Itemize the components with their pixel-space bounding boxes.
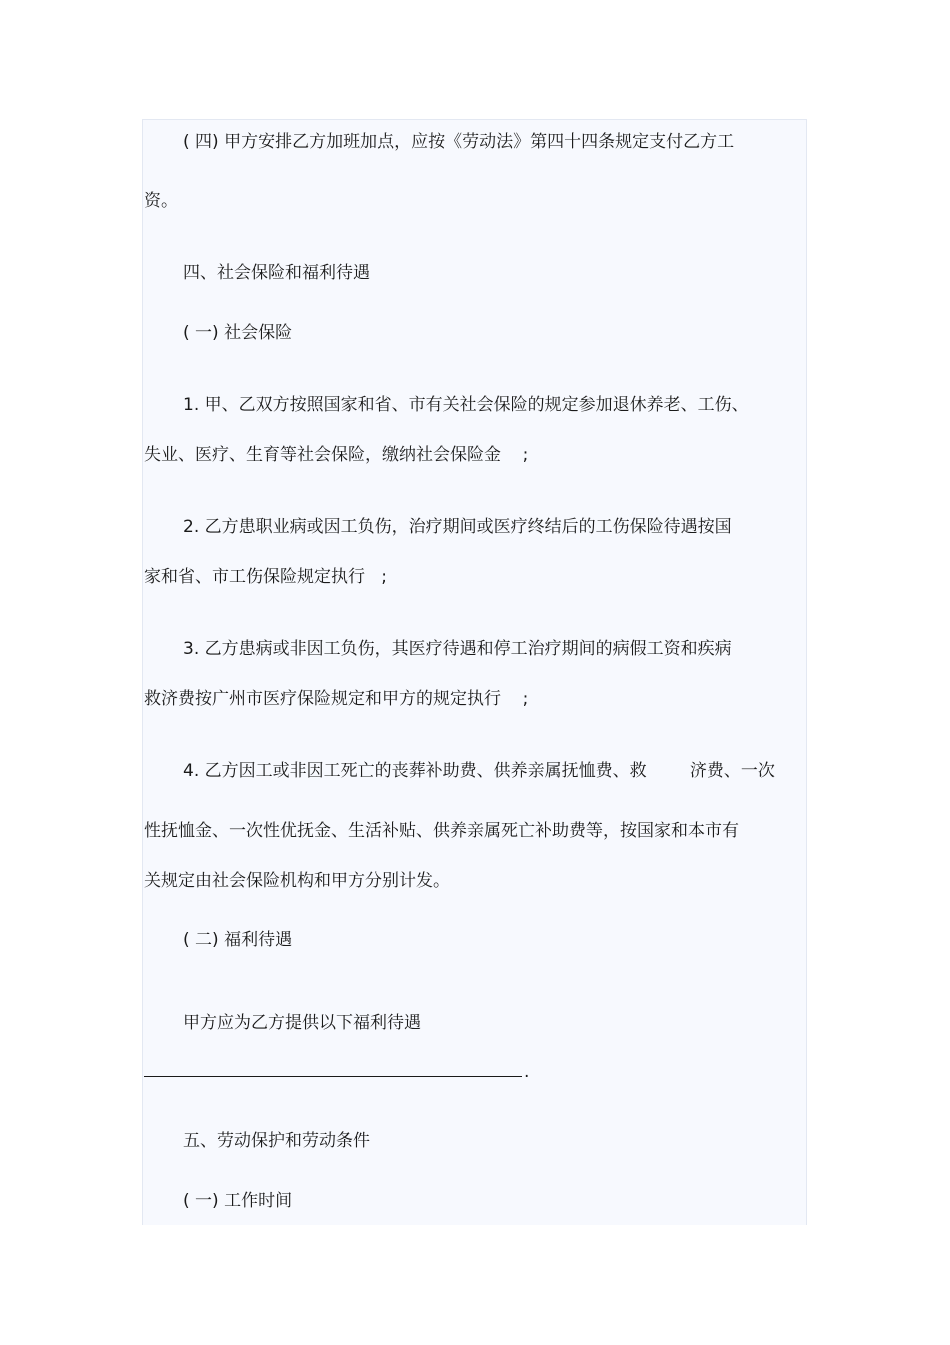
- paragraph-line: 性抚恤金、一次性优抚金、生活补贴、供养亲属死亡补助费等，按国家和本市有: [144, 821, 739, 841]
- paragraph-line: 甲方应为乙方提供以下福利待遇: [183, 1013, 421, 1033]
- paragraph-line: 1. 甲、乙双方按照国家和省、市有关社会保险的规定参加退休养老、工伤、: [183, 395, 749, 415]
- document-page: [142, 119, 807, 1225]
- paragraph-line: 救济费按广州市医疗保险规定和甲方的规定执行 ;: [144, 689, 529, 709]
- paragraph-line: 2. 乙方患职业病或因工负伤，治疗期间或医疗终结后的工伤保险待遇按国: [183, 517, 732, 537]
- paragraph-line: 关规定由社会保险机构和甲方分别计发。: [144, 871, 450, 891]
- fill-in-blank: [144, 1076, 522, 1077]
- paragraph-line: 资。: [144, 191, 178, 211]
- paragraph-line: ( 四) 甲方安排乙方加班加点，应按《劳动法》第四十四条规定支付乙方工: [183, 132, 735, 152]
- section-heading: 四、社会保险和福利待遇: [183, 263, 370, 283]
- subsection-heading: ( 二) 福利待遇: [183, 930, 293, 950]
- paragraph-line: 3. 乙方患病或非因工负伤，其医疗待遇和停工治疗期间的病假工资和疾病: [183, 639, 732, 659]
- subsection-heading: ( 一) 工作时间: [183, 1191, 293, 1211]
- subsection-heading: ( 一) 社会保险: [183, 323, 293, 343]
- paragraph-line: 4. 乙方因工或非因工死亡的丧葬补助费、供养亲属抚恤费、救 济费、一次: [183, 761, 775, 781]
- blank-end-period: .: [524, 1062, 530, 1082]
- paragraph-line: 失业、医疗、生育等社会保险，缴纳社会保险金 ;: [144, 445, 529, 465]
- section-heading: 五、劳动保护和劳动条件: [183, 1131, 370, 1151]
- paragraph-line: 家和省、市工伤保险规定执行 ;: [144, 567, 387, 587]
